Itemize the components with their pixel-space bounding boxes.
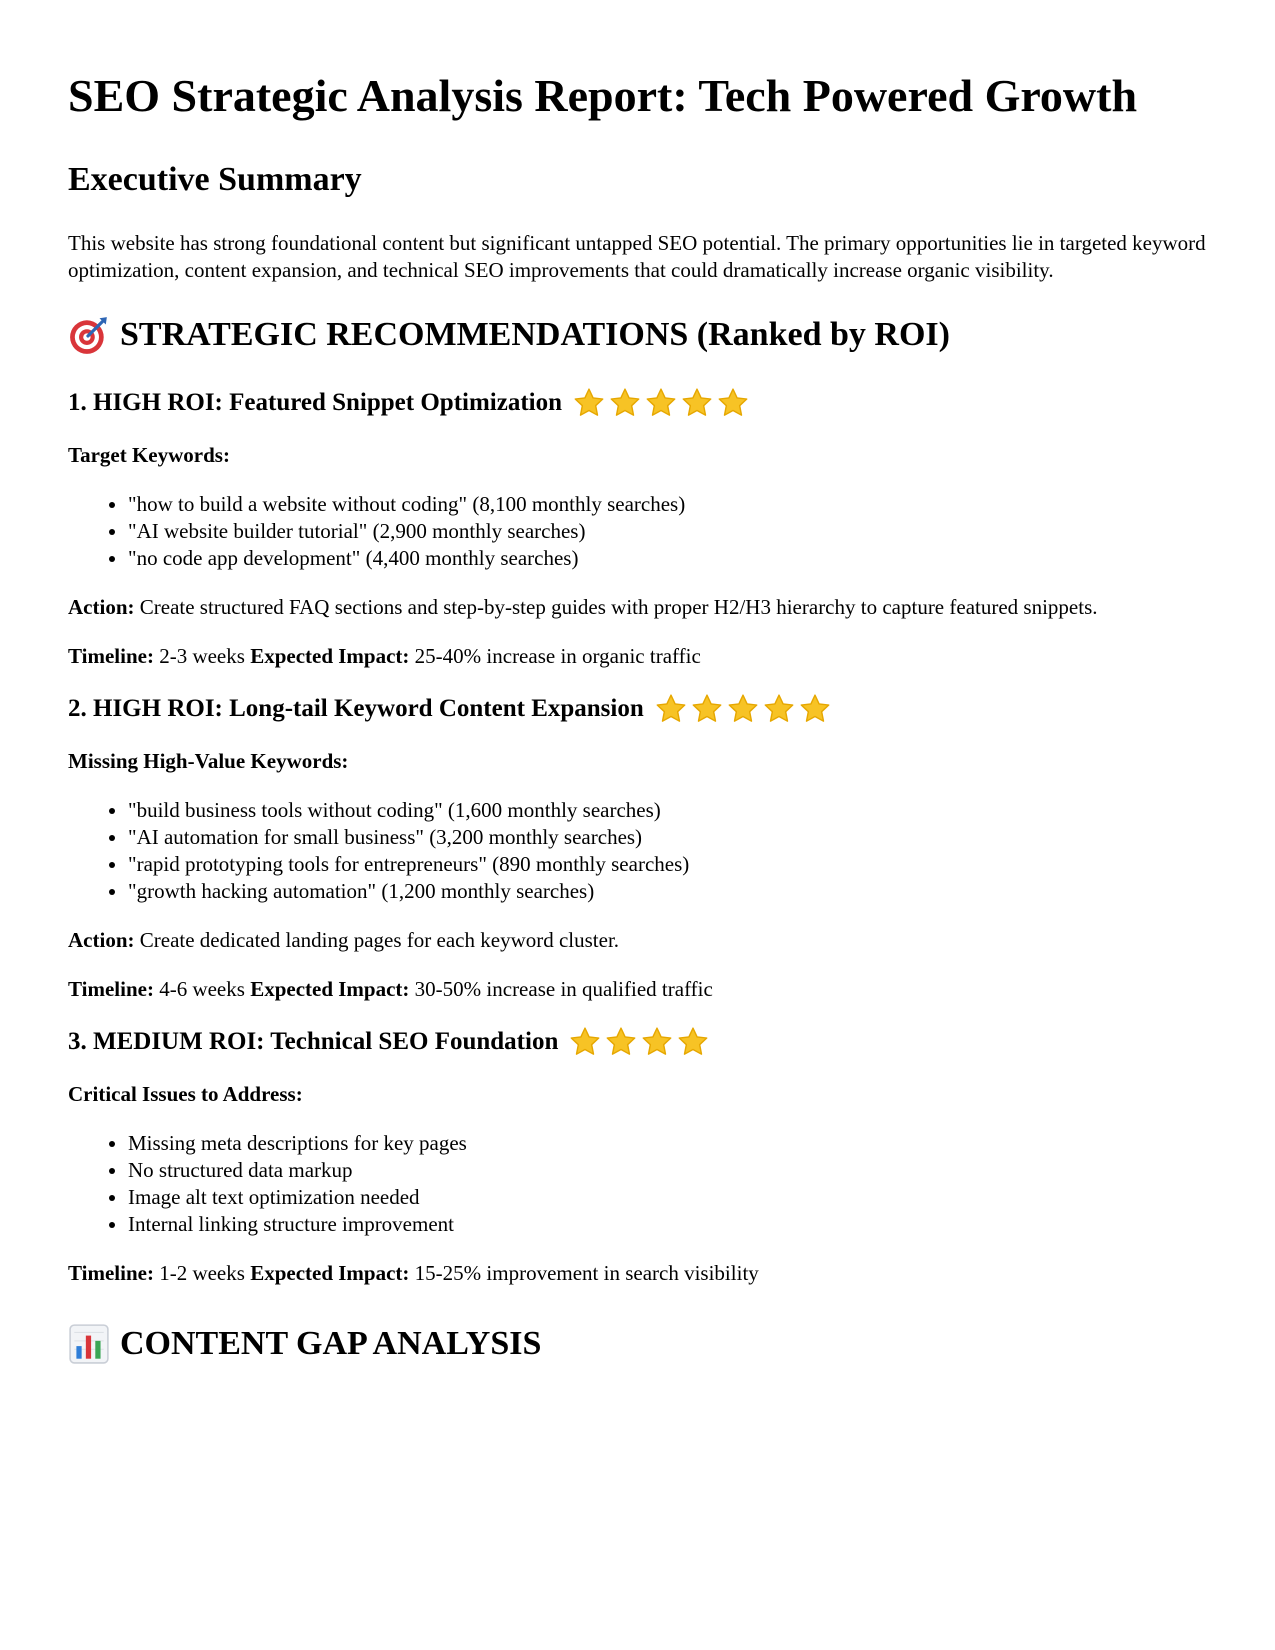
recommendation-3-list-label: Critical Issues to Address: (68, 1082, 303, 1106)
impact-value: 15-25% improvement in search visibility (414, 1261, 759, 1285)
timeline-value: 1-2 weeks (159, 1261, 245, 1285)
list-item: • "build business tools without coding" (1,600 monthly searches) (128, 797, 1207, 824)
recommendation-2-title (68, 692, 1207, 726)
action-text: Create structured FAQ sections and step-by-step guides with proper H2/H3 hierarchy to capture featured snippets. (139, 595, 1098, 619)
list-item: • "no code app development" (4,400 monthly searches) (128, 545, 1207, 572)
recommendation-2-list-label: Missing High-Value Keywords: (68, 749, 349, 773)
recommendation-2-stars (654, 692, 832, 726)
list-item: • Missing meta descriptions for key pages (128, 1130, 1207, 1157)
content-gap-heading-text: CONTENT GAP ANALYSIS (120, 1325, 542, 1362)
impact-label: Expected Impact: (250, 1261, 410, 1285)
recommendation-2-timeline (68, 976, 1207, 1003)
timeline-label: Timeline: (68, 1261, 154, 1285)
timeline-label: Timeline: (68, 644, 154, 668)
star-icon (716, 386, 750, 420)
recommendation-1-action (68, 594, 1207, 621)
target-icon (68, 314, 110, 356)
bar-chart-icon (68, 1323, 110, 1365)
recommendation-2-keyword-list (68, 797, 1207, 905)
recommendation-3-timeline (68, 1260, 1207, 1287)
recommendation-3-stars (568, 1025, 710, 1059)
impact-label: Expected Impact: (250, 644, 410, 668)
executive-summary-text: This website has strong foundational content but significant untapped SEO potential. The primary opportunities lie in targeted keyword optimization, content expansion, and technical SEO improvements that could dramatically increase organic visibility. (68, 231, 1206, 282)
star-icon (798, 692, 832, 726)
list-item: • "growth hacking automation" (1,200 monthly searches) (128, 878, 1207, 905)
star-icon (690, 692, 724, 726)
impact-label: Expected Impact: (250, 977, 410, 1001)
list-item: • "AI automation for small business" (3,200 monthly searches) (128, 824, 1207, 851)
action-label: Action: (68, 595, 135, 619)
timeline-value: 4-6 weeks (159, 977, 245, 1001)
list-item: • No structured data markup (128, 1157, 1207, 1184)
recommendation-2-action (68, 927, 1207, 954)
executive-summary-heading: Executive Summary (68, 161, 362, 198)
star-icon (726, 692, 760, 726)
star-icon (676, 1025, 710, 1059)
list-item: • "how to build a website without coding" (8,100 monthly searches) (128, 491, 1207, 518)
impact-value: 30-50% increase in qualified traffic (414, 977, 713, 1001)
recommendation-1-title (68, 386, 1207, 420)
star-icon (572, 386, 606, 420)
list-item: • Internal linking structure improvement (128, 1211, 1207, 1238)
strategic-heading-text: STRATEGIC RECOMMENDATIONS (Ranked by ROI) (120, 316, 950, 353)
timeline-value: 2-3 weeks (159, 644, 245, 668)
recommendation-2-title-text: 2. HIGH ROI: Long-tail Keyword Content Expansion (68, 695, 644, 722)
recommendation-1-title-text: 1. HIGH ROI: Featured Snippet Optimization (68, 389, 563, 416)
impact-value: 25-40% increase in organic traffic (414, 644, 701, 668)
star-icon (644, 386, 678, 420)
star-icon (680, 386, 714, 420)
star-icon (654, 692, 688, 726)
star-icon (608, 386, 642, 420)
recommendation-3-title-text: 3. MEDIUM ROI: Technical SEO Foundation (68, 1028, 559, 1055)
recommendation-3-title (68, 1025, 1207, 1059)
content-gap-heading (68, 1323, 1207, 1365)
timeline-label: Timeline: (68, 977, 154, 1001)
recommendation-1-timeline (68, 643, 1207, 670)
recommendation-1-list-label: Target Keywords: (68, 443, 230, 467)
action-text: Create dedicated landing pages for each keyword cluster. (139, 928, 620, 952)
star-icon (762, 692, 796, 726)
list-item: • "rapid prototyping tools for entrepreneurs" (890 monthly searches) (128, 851, 1207, 878)
recommendation-1-stars (572, 386, 750, 420)
action-label: Action: (68, 928, 135, 952)
list-item: • Image alt text optimization needed (128, 1184, 1207, 1211)
strategic-recommendations-heading (68, 314, 1207, 356)
star-icon (640, 1025, 674, 1059)
star-icon (604, 1025, 638, 1059)
page-title: SEO Strategic Analysis Report: Tech Powered Growth (68, 70, 1138, 121)
recommendation-3-issue-list (68, 1130, 1207, 1238)
list-item: • "AI website builder tutorial" (2,900 monthly searches) (128, 518, 1207, 545)
recommendation-1-keyword-list (68, 491, 1207, 572)
star-icon (568, 1025, 602, 1059)
